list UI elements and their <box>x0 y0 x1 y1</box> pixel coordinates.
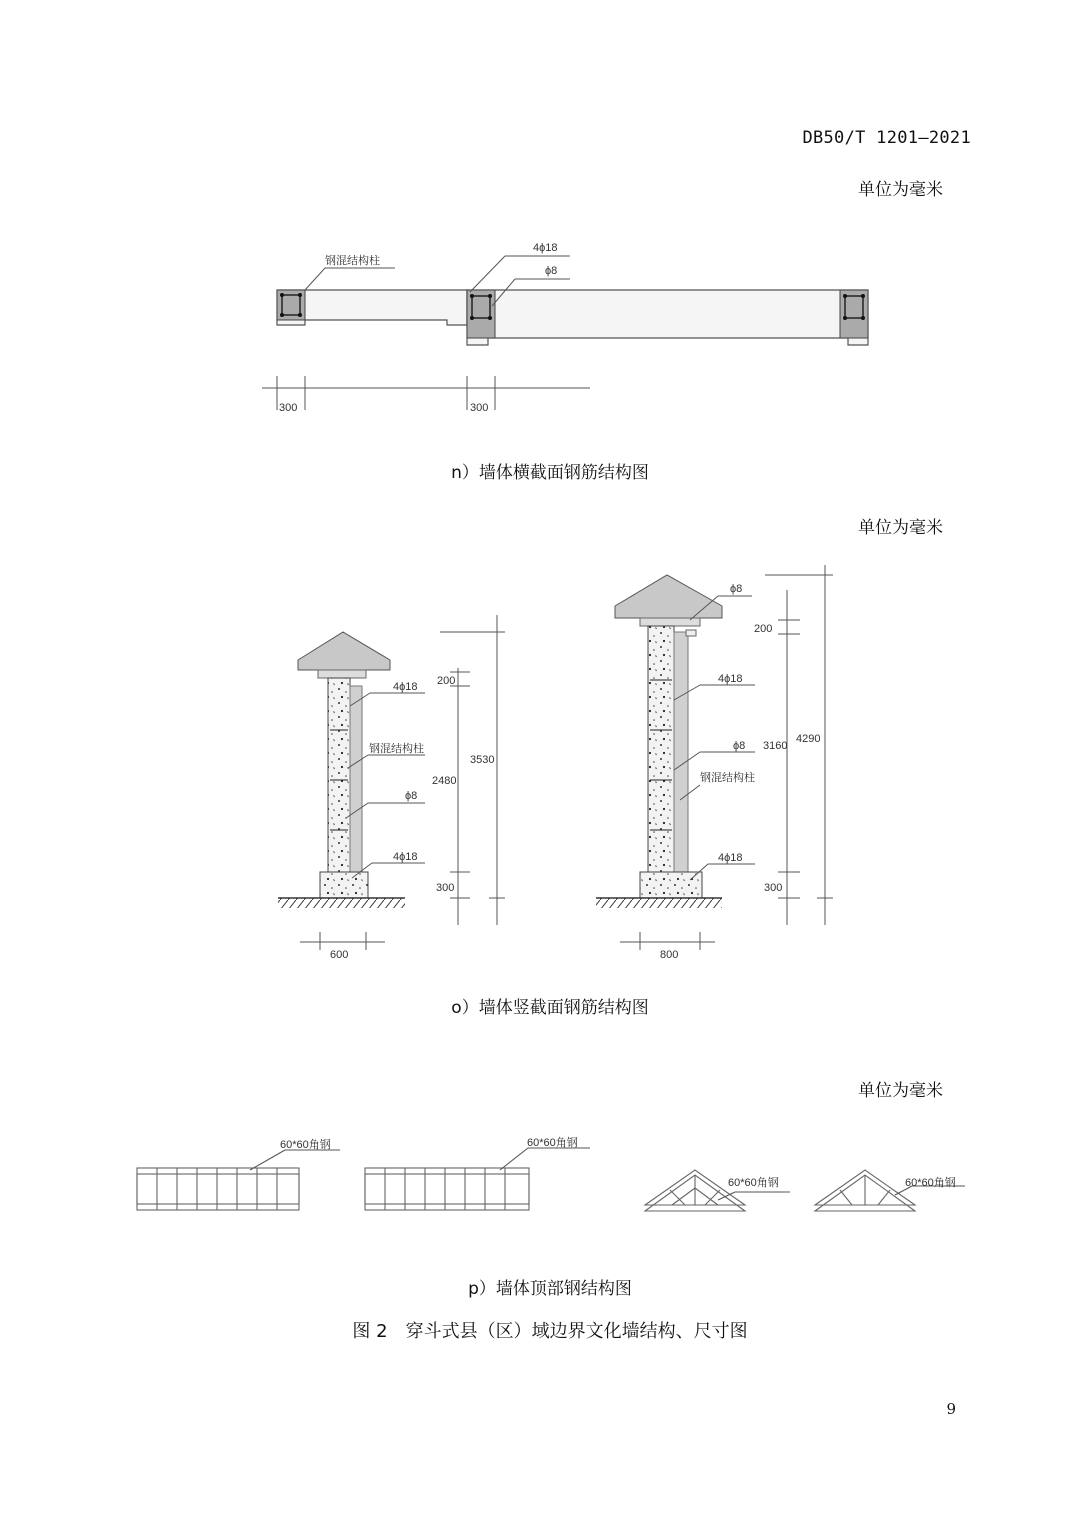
steel-label-4: 60*60角钢 <box>905 1177 956 1189</box>
column-section-3 <box>840 290 868 338</box>
steel-label-1: 60*60角钢 <box>280 1139 331 1151</box>
dim-body-right: 3160 <box>763 740 788 752</box>
column-label-left: 钢混结构柱 <box>369 743 424 755</box>
steel-label-3: 60*60角钢 <box>728 1177 779 1189</box>
unit-label-n: 单位为毫米 <box>858 180 943 200</box>
caption-p: p）墙体顶部钢结构图 <box>468 1279 632 1299</box>
rebar-bottom-label-right: 4ϕ18 <box>718 852 743 864</box>
rebar-tie-label-n: ϕ8 <box>545 265 558 277</box>
caption-o: o）墙体竖截面钢筋结构图 <box>451 998 649 1018</box>
dim-cap-right: 200 <box>754 623 773 635</box>
tie-mid-label-right: ϕ8 <box>733 740 746 752</box>
dim-width-left: 600 <box>330 949 349 961</box>
dim-cap-left: 200 <box>437 675 456 687</box>
dim-300-right: 300 <box>470 402 489 414</box>
figure-title: 图 2 穿斗式县（区）域边界文化墙结构、尺寸图 <box>352 1321 748 1342</box>
dim-body-left: 2480 <box>432 775 457 787</box>
dim-total-left: 3530 <box>470 754 495 766</box>
page-number: 9 <box>946 1400 956 1418</box>
dim-base-left: 300 <box>436 882 455 894</box>
column-section-2 <box>467 290 495 338</box>
rebar-top-label-right: 4ϕ18 <box>718 673 743 685</box>
caption-n: n）墙体横截面钢筋结构图 <box>451 463 649 483</box>
steel-label-2: 60*60角钢 <box>527 1137 578 1149</box>
column-section-1 <box>277 290 305 320</box>
cross-section-drawing <box>277 290 868 345</box>
column-label-n: 钢混结构柱 <box>325 255 380 267</box>
dim-300-left: 300 <box>279 402 298 414</box>
rebar-top-label-left: 4ϕ18 <box>393 681 418 693</box>
steel-frame-1 <box>137 1150 340 1210</box>
vertical-section-left <box>278 632 405 908</box>
tie-top-label-right: ϕ8 <box>730 583 743 595</box>
rebar-main-label-n: 4ϕ18 <box>533 242 558 254</box>
document-id: DB50/T 1201—2021 <box>802 128 971 148</box>
dim-total-right: 4290 <box>796 733 821 745</box>
unit-label-o: 单位为毫米 <box>858 518 943 538</box>
dimension-line-n <box>262 376 590 410</box>
unit-label-p: 单位为毫米 <box>858 1081 943 1101</box>
vertical-section-right <box>596 575 722 908</box>
dim-width-right: 800 <box>660 949 679 961</box>
dim-base-right: 300 <box>764 882 783 894</box>
rebar-bottom-label-left: 4ϕ18 <box>393 851 418 863</box>
tie-label-left: ϕ8 <box>405 790 418 802</box>
steel-frame-2 <box>365 1148 590 1210</box>
column-label-right: 钢混结构柱 <box>700 772 755 784</box>
